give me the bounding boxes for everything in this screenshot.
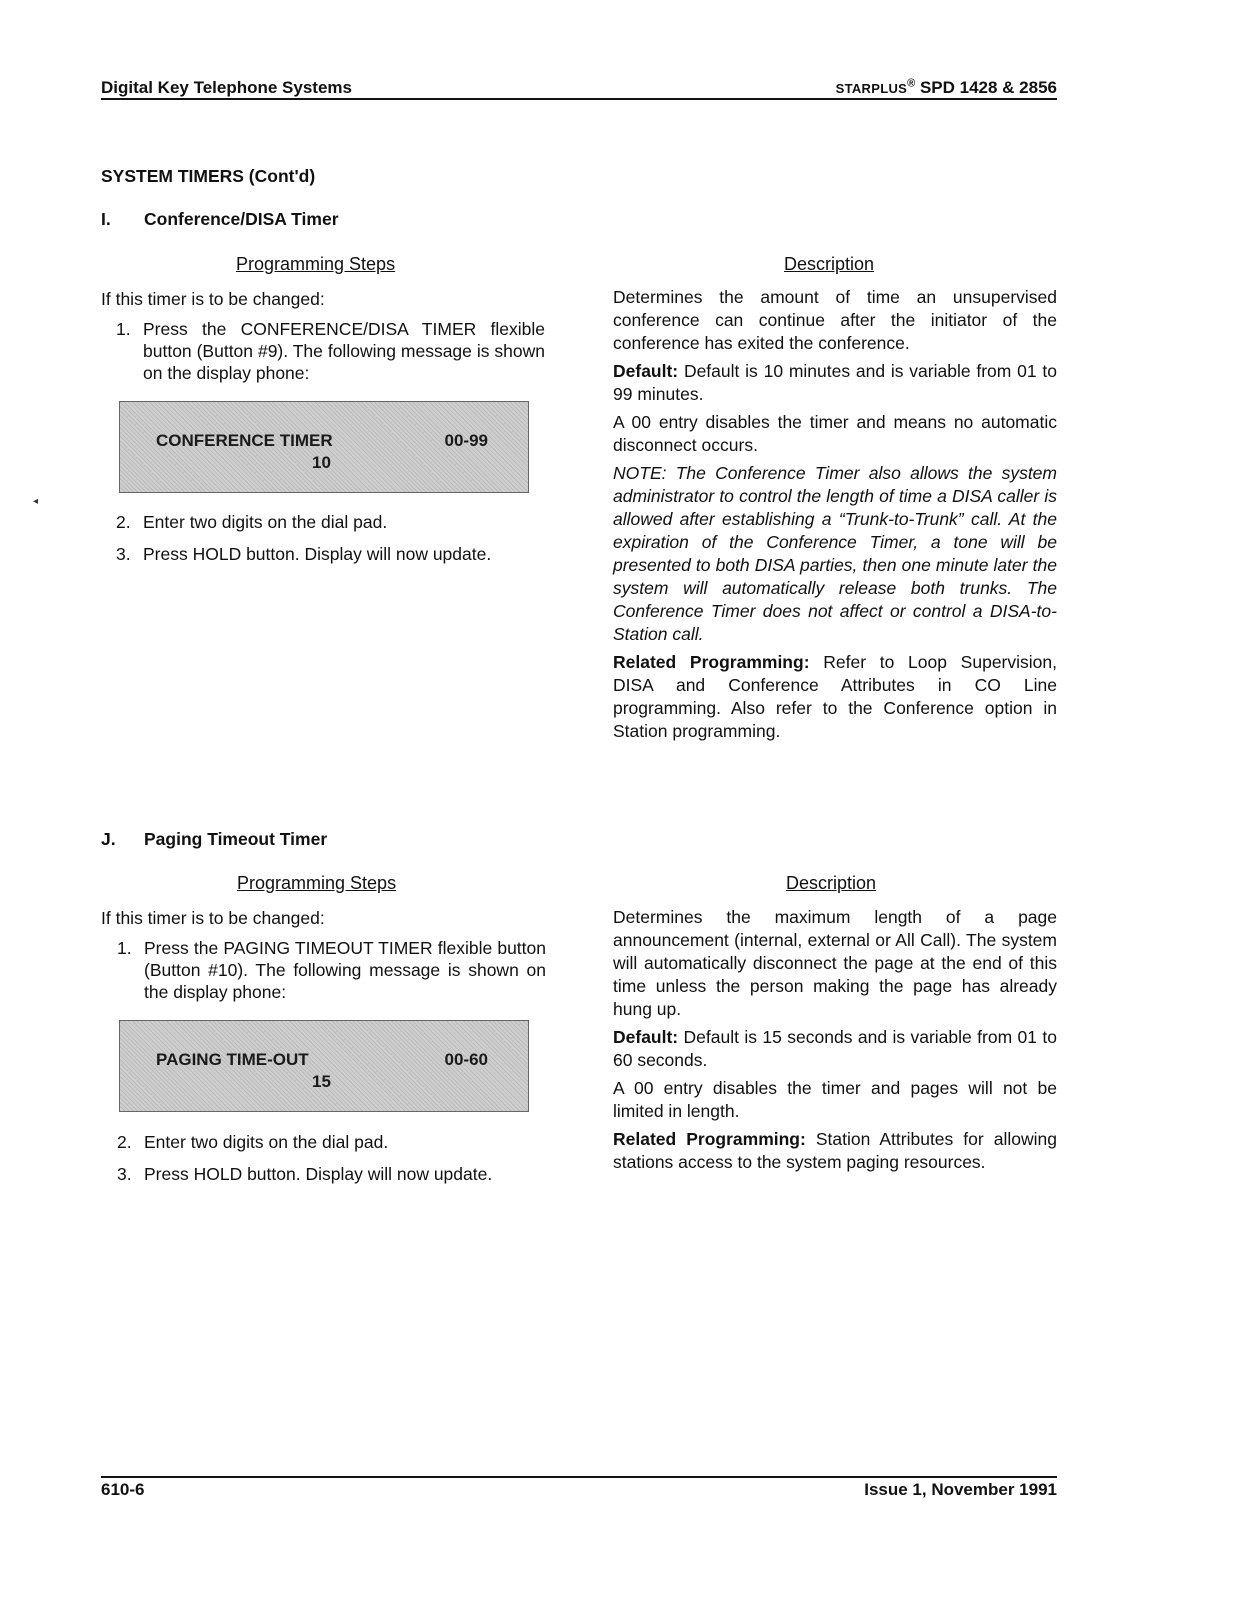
default-text: Default is 10 minutes and is variable from 01 to 99 minutes. xyxy=(613,361,1057,404)
section-title-j xyxy=(101,829,327,850)
programming-steps-heading: Programming Steps xyxy=(236,254,396,274)
related-paragraph xyxy=(613,1128,1057,1174)
step-text: Press HOLD button. Display will now update. xyxy=(144,1164,493,1184)
page-number: 610-6 xyxy=(101,1480,145,1499)
display-phone-screen xyxy=(119,401,529,493)
step-text: Press the CONFERENCE/DISA TIMER flexible button (Button #9). The following message is shown on the display phone: xyxy=(143,319,545,383)
section-letter: I. xyxy=(101,209,111,229)
step-text: Press the PAGING TIMEOUT TIMER flexible button (Button #10). The following message is shown on the display phone: xyxy=(144,938,546,1002)
steps-intro: If this timer is to be changed: xyxy=(101,908,325,928)
section-name: Paging Timeout Timer xyxy=(144,829,328,849)
display-value: 10 xyxy=(312,453,331,472)
display-phone-screen xyxy=(119,1020,529,1112)
note-text: NOTE: The Conference Timer also allows the system administrator to control the length of time a DISA caller is allowed after establishing a “Trunk-to-Trunk” call. At the expiration of the Conference Timer, a tone will be presented to both DISA parties, then one minute later the system will automatically release both trunks. The Conference Timer does not affect or control a DISA-to-Station call. xyxy=(613,463,1057,644)
display-range: 00-99 xyxy=(444,431,488,450)
default-text: Default is 15 seconds and is variable from 01 to 60 seconds. xyxy=(613,1027,1057,1070)
programming-steps-heading: Programming Steps xyxy=(237,873,397,893)
related-label: Related Programming: xyxy=(613,1129,806,1149)
header-left: Digital Key Telephone Systems xyxy=(101,78,352,97)
related-text: Refer to Loop Supervision, DISA and Conference Attributes in CO Line programming. Also refer to the Conference option in Station programming. xyxy=(613,652,1057,741)
related-text: Station Attributes for allowing stations access to the system paging resources. xyxy=(613,1129,1057,1172)
registered-mark: ® xyxy=(907,77,916,90)
footer-rule xyxy=(101,1476,1057,1478)
zero-entry-text: A 00 entry disables the timer and means no automatic disconnect occurs. xyxy=(613,412,1057,455)
description-heading: Description xyxy=(786,873,877,893)
step-text: Enter two digits on the dial pad. xyxy=(144,1132,389,1152)
margin-mark: ◂ xyxy=(33,496,39,507)
step-number: 3. xyxy=(117,1164,132,1184)
header-rule xyxy=(101,98,1057,100)
description-block xyxy=(613,906,1057,1179)
step-text: Press HOLD button. Display will now update. xyxy=(143,544,492,564)
description-text: Determines the amount of time an unsupervised conference can continue after the initiator of the conference has exited the conference. xyxy=(613,287,1057,353)
model-number: SPD 1428 & 2856 xyxy=(919,78,1057,97)
related-paragraph xyxy=(613,651,1057,743)
display-label: CONFERENCE TIMER xyxy=(156,431,333,450)
header-right xyxy=(836,78,1057,98)
page-title: SYSTEM TIMERS (Cont'd) xyxy=(101,166,316,186)
default-label: Default: xyxy=(613,1027,679,1047)
description-text: Determines the maximum length of a page announcement (internal, external or All Call). The system will automatically disconnect the page at the end of this time unless the person making the page has already hung up. xyxy=(613,907,1057,1019)
default-paragraph xyxy=(613,1026,1057,1072)
issue-date: Issue 1, November 1991 xyxy=(864,1480,1057,1499)
display-value: 15 xyxy=(312,1072,331,1091)
description-block xyxy=(613,286,1057,748)
step-number: 1. xyxy=(116,319,131,339)
display-range: 00-60 xyxy=(444,1050,488,1069)
related-label: Related Programming: xyxy=(613,652,810,672)
steps-intro: If this timer is to be changed: xyxy=(101,289,325,309)
section-title-i xyxy=(101,209,339,230)
zero-entry-text: A 00 entry disables the timer and pages will not be limited in length. xyxy=(613,1078,1057,1121)
step-number: 3. xyxy=(116,544,131,564)
step-number: 2. xyxy=(116,512,131,532)
step-text: Enter two digits on the dial pad. xyxy=(143,512,388,532)
section-letter: J. xyxy=(101,829,116,849)
default-label: Default: xyxy=(613,361,679,381)
default-paragraph xyxy=(613,360,1057,406)
brand-name: STARPLUS xyxy=(835,81,908,96)
step-number: 2. xyxy=(117,1132,132,1152)
section-name: Conference/DISA Timer xyxy=(144,209,339,229)
display-label: PAGING TIME-OUT xyxy=(156,1050,309,1069)
step-number: 1. xyxy=(117,938,132,958)
description-heading: Description xyxy=(784,254,875,274)
